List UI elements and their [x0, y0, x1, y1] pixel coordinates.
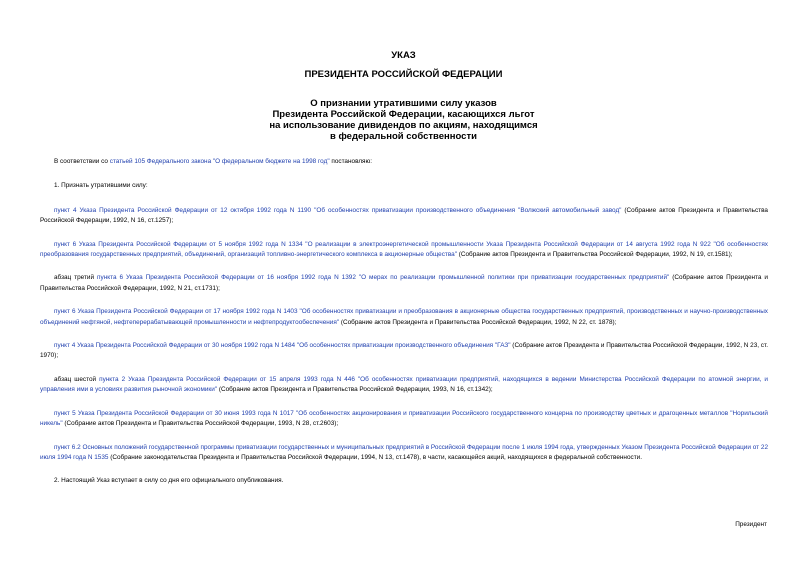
entry-text: (Собрание законодательства Президента и Правительства Российской Федерации, 1994, N 13, ст.1478), в части, касающейся акций, находящихся в федеральной собственности.: [108, 453, 642, 461]
entry-paragraph: [40, 375, 768, 396]
intro-paragraph: [40, 157, 768, 167]
entry-paragraph: [40, 206, 768, 227]
intro-text: постановляю:: [329, 158, 373, 165]
title-line: в федеральной собственности: [330, 131, 477, 142]
issuer-heading: ПРЕЗИДЕНТА РОССИЙСКОЙ ФЕДЕРАЦИИ: [304, 69, 503, 80]
entry-link[interactable]: пункт 4 Указа Президента Российской Федерации от 30 ноября 1992 года N 1484 "Об особенностях приватизации производственного объединения "ГАЗ": [54, 342, 511, 350]
entry-text: абзац третий: [54, 274, 98, 282]
entry-paragraph: [40, 409, 768, 430]
entry-text: (Собрание актов Президента и Правительства Российской Федерации, 1992, N 19, ст.1581);: [456, 251, 733, 259]
entry-link[interactable]: пункт 4 Указа Президента Российской Федерации от 12 октября 1992 года N 1190 "Об особенностях приватизации производственного объединения "Волжский автомобильный завод": [54, 206, 622, 214]
signature-title: Президент: [735, 521, 767, 528]
item-1-paragraph: 1. Признать утратившими силу:: [54, 182, 148, 190]
title-line: на использование дивидендов по акциям, находящимся: [269, 120, 538, 131]
entry-link[interactable]: пункта 2 Указа Президента Российской Федерации от 15 апреля 1993 года N 446 "Об особенностях приватизации предприятий, находящихся в ведении Министерства Российской Федерации по атомной энергии, и управления ими в условиях развития рыночной экономики": [40, 375, 768, 394]
entry-link[interactable]: пункт 6.2 Основных положений государственной программы приватизации государственных и муниципальных предприятий в Российской Федерации после 1 июля 1994 года, утвержденных Указом Президента Российской Федерации от 22 июля 1994 года N 1535: [40, 443, 768, 461]
entry-paragraph: [40, 443, 768, 464]
entry-link[interactable]: пункт 5 Указа Президента Российской Федерации от 30 июня 1993 года N 1017 "Об особенностях акционирования и приватизации Российского государственного концерна по производству цветных и драгоценных металлов "Норильский никель": [40, 409, 768, 428]
title-line: О признании утратившими силу указов: [310, 98, 497, 109]
entry-paragraph: [40, 307, 768, 328]
document-body: [40, 157, 768, 500]
law-link[interactable]: статьей 105 Федерального закона "О федеральном бюджете на 1998 год": [109, 158, 330, 165]
title-line: Президента Российской Федерации, касающихся льгот: [272, 109, 535, 120]
entry-link[interactable]: пункт 6 Указа Президента Российской Федерации от 5 ноября 1992 года N 1334 "О реализации в электроэнергетической промышленности Указа Президента Российской Федерации от 14 августа 1992 года N 922 "Об особенностях преобразования государственных предприятий, объединений, организаций топливно-энергетического комплекса в акционерные общества": [40, 240, 768, 259]
entry-link[interactable]: пункта 6 Указа Президента Российской Федерации от 16 ноября 1992 года N 1392 "О мерах по реализации промышленной политики при приватизации государственных предприятий": [97, 274, 670, 282]
entry-paragraph: [40, 341, 768, 362]
entry-text: (Собрание актов Президента и Правительства Российской Федерации, 1993, N 16, ст.1342);: [217, 386, 493, 394]
entry-paragraph: [40, 240, 768, 261]
intro-text: В соответствии со: [54, 158, 110, 165]
entry-text: абзац шестой: [54, 375, 100, 383]
doc-type-heading: УКАЗ: [391, 50, 416, 61]
document-title: [0, 98, 807, 142]
entry-text: (Собрание актов Президента и Правительства Российской Федерации, 1992, N 23, ст. 1970);: [40, 342, 768, 360]
entry-paragraph: [40, 273, 768, 294]
entry-text: (Собрание актов Президента и Правительства Российской Федерации, 1992, N 16, ст.1257);: [40, 206, 768, 225]
entry-text: (Собрание актов Президента и Правительства Российской Федерации, 1992, N 21, ст.1731);: [40, 274, 768, 292]
entry-text: (Собрание актов Президента и Правительства Российской Федерации, 1993, N 28, ст.2603);: [62, 420, 339, 428]
item-2-paragraph: 2. Настоящий Указ вступает в силу со дня его официального опубликования.: [54, 477, 284, 485]
entry-link[interactable]: пункт 6 Указа Президента Российской Федерации от 17 ноября 1992 года N 1403 "Об особенностях приватизации и преобразования в акционерные общества государственных предприятий, производственных и научно-производственных объединений нефтяной, нефтеперерабатывающей промышленности и нефтепродуктообеспечения": [40, 308, 768, 326]
entry-text: (Собрание актов Президента и Правительства Российской Федерации, 1992, N 22, ст. 1878);: [339, 318, 617, 326]
